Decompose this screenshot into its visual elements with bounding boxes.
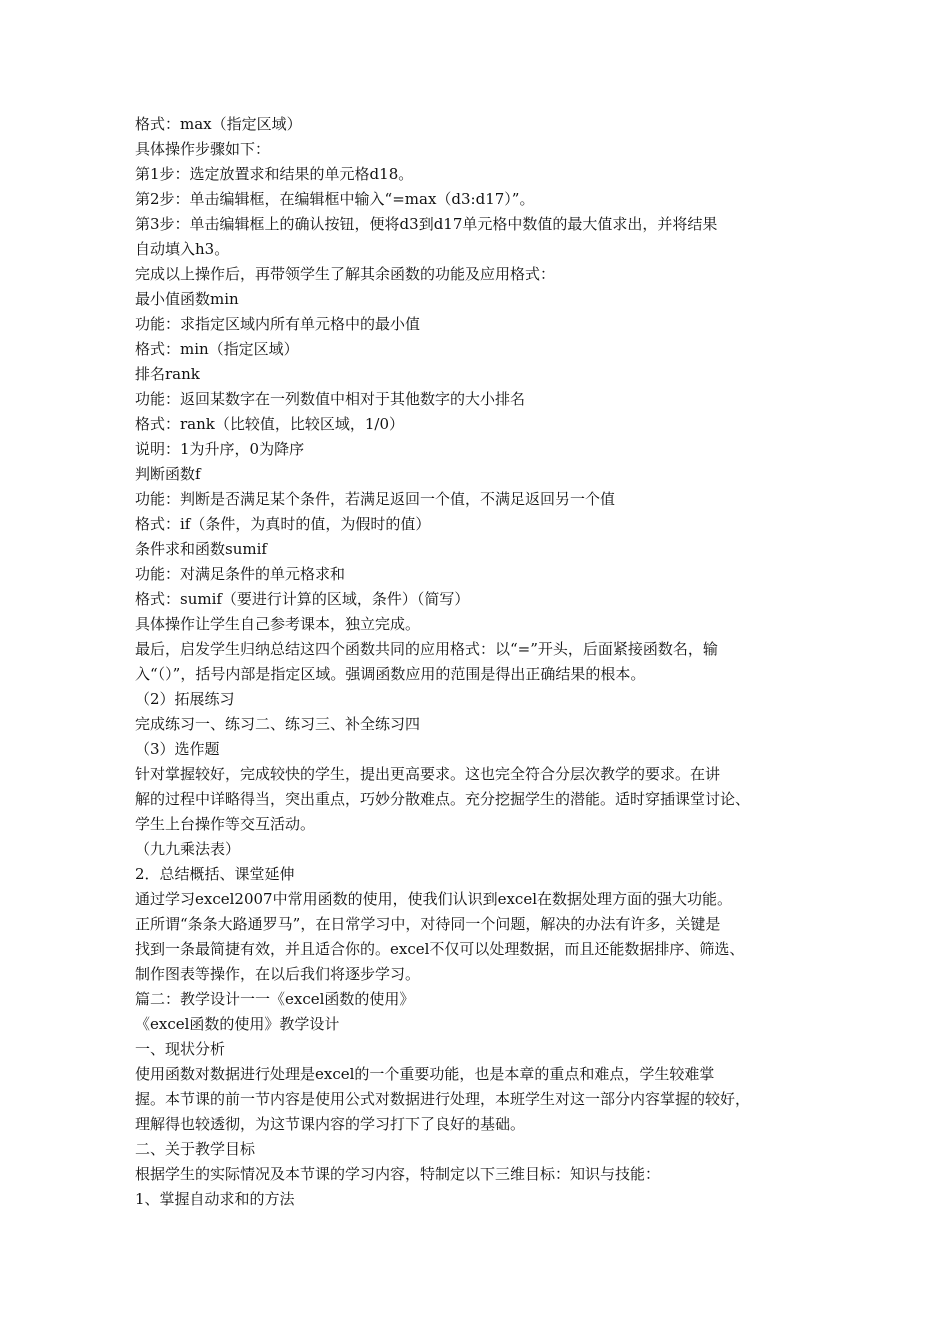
text-line: 针对掌握较好，完成较快的学生，提出更高要求。这也完全符合分层次教学的要求。在讲 bbox=[135, 765, 721, 783]
text-line: 1、掌握自动求和的方法 bbox=[135, 1190, 295, 1208]
text-line: 第2步：单击编辑框，在编辑框中输入“=max（d3:d17）”。 bbox=[135, 190, 535, 208]
text-line: 具体操作步骤如下： bbox=[135, 140, 271, 158]
text-line: 制作图表等操作，在以后我们将逐步学习。 bbox=[135, 965, 421, 983]
text-line: 自动填入h3。 bbox=[135, 240, 230, 258]
text-line: 条件求和函数sumif bbox=[135, 540, 267, 558]
text-line: 篇二：教学设计一一《excel函数的使用》 bbox=[135, 990, 415, 1008]
text-line: 握。本节课的前一节内容是使用公式对数据进行处理，本班学生对这一部分内容掌握的较好， bbox=[135, 1090, 751, 1108]
text-line: 正所谓“条条大路通罗马”，在日常学习中，对待同一个问题，解决的办法有许多，关键是 bbox=[135, 915, 721, 933]
text-line: 功能：求指定区域内所有单元格中的最小值 bbox=[135, 315, 421, 333]
text-line: 第3步：单击编辑框上的确认按钮，便将d3到d17单元格中数值的最大值求出，并将结果 bbox=[135, 215, 718, 233]
text-line: 功能：返回某数字在一列数值中相对于其他数字的大小排名 bbox=[135, 390, 526, 408]
text-line: 具体操作让学生自己参考课本，独立完成。 bbox=[135, 615, 421, 633]
text-line: 最后，启发学生归纳总结这四个函数共同的应用格式：以“=”开头，后面紧接函数名，输 bbox=[135, 640, 718, 658]
text-line: 格式：if（条件，为真时的值，为假时的值） bbox=[135, 515, 431, 533]
text-line: 判断函数f bbox=[135, 465, 201, 483]
text-line: 学生上台操作等交互活动。 bbox=[135, 815, 316, 833]
text-line: 理解得也较透彻，为这节课内容的学习打下了良好的基础。 bbox=[135, 1115, 526, 1133]
text-line: 功能：判断是否满足某个条件，若满足返回一个值，不满足返回另一个值 bbox=[135, 490, 616, 508]
text-line: 《excel函数的使用》教学设计 bbox=[135, 1015, 340, 1033]
text-line: 使用函数对数据进行处理是excel的一个重要功能，也是本章的重点和难点，学生较难掌 bbox=[135, 1065, 715, 1083]
text-line: 最小值函数min bbox=[135, 290, 239, 308]
text-line: 入“（）”，括号内部是指定区域。强调函数应用的范围是得出正确结果的根本。 bbox=[135, 665, 646, 683]
text-line: 排名rank bbox=[135, 365, 200, 383]
text-line: 一、现状分析 bbox=[135, 1040, 226, 1058]
text-line: （九九乘法表） bbox=[135, 840, 241, 858]
text-line: 完成练习一、练习二、练习三、补全练习四 bbox=[135, 715, 421, 733]
text-line: 通过学习excel2007中常用函数的使用，使我们认识到excel在数据处理方面的强大功能。 bbox=[135, 890, 733, 908]
text-line: 找到一条最简捷有效，并且适合你的。excel不仅可以处理数据，而且还能数据排序、筛选、 bbox=[135, 940, 745, 958]
text-line: 格式：rank（比较值，比较区域，1/0） bbox=[135, 415, 405, 433]
text-line: 功能：对满足条件的单元格求和 bbox=[135, 565, 346, 583]
text-line: （3）选作题 bbox=[135, 740, 220, 758]
text-line: 二、关于教学目标 bbox=[135, 1140, 256, 1158]
text-line: 第1步：选定放置求和结果的单元格d18。 bbox=[135, 165, 414, 183]
text-line: 解的过程中详略得当，突出重点，巧妙分散难点。充分挖掘学生的潜能。适时穿插课堂讨论、 bbox=[135, 790, 751, 808]
text-line: 完成以上操作后，再带领学生了解其余函数的功能及应用格式： bbox=[135, 265, 556, 283]
text-line: 格式：sumif（要进行计算的区域，条件）（简写） bbox=[135, 590, 470, 608]
text-line: 格式：max（指定区域） bbox=[135, 115, 302, 133]
text-line: 说明：1为升序，0为降序 bbox=[135, 440, 305, 458]
text-line: 根据学生的实际情况及本节课的学习内容，特制定以下三维目标：知识与技能： bbox=[135, 1165, 661, 1183]
text-line: 2．总结概括、课堂延伸 bbox=[135, 865, 295, 883]
text-line: 格式：min（指定区域） bbox=[135, 340, 299, 358]
text-line: （2）拓展练习 bbox=[135, 690, 235, 708]
